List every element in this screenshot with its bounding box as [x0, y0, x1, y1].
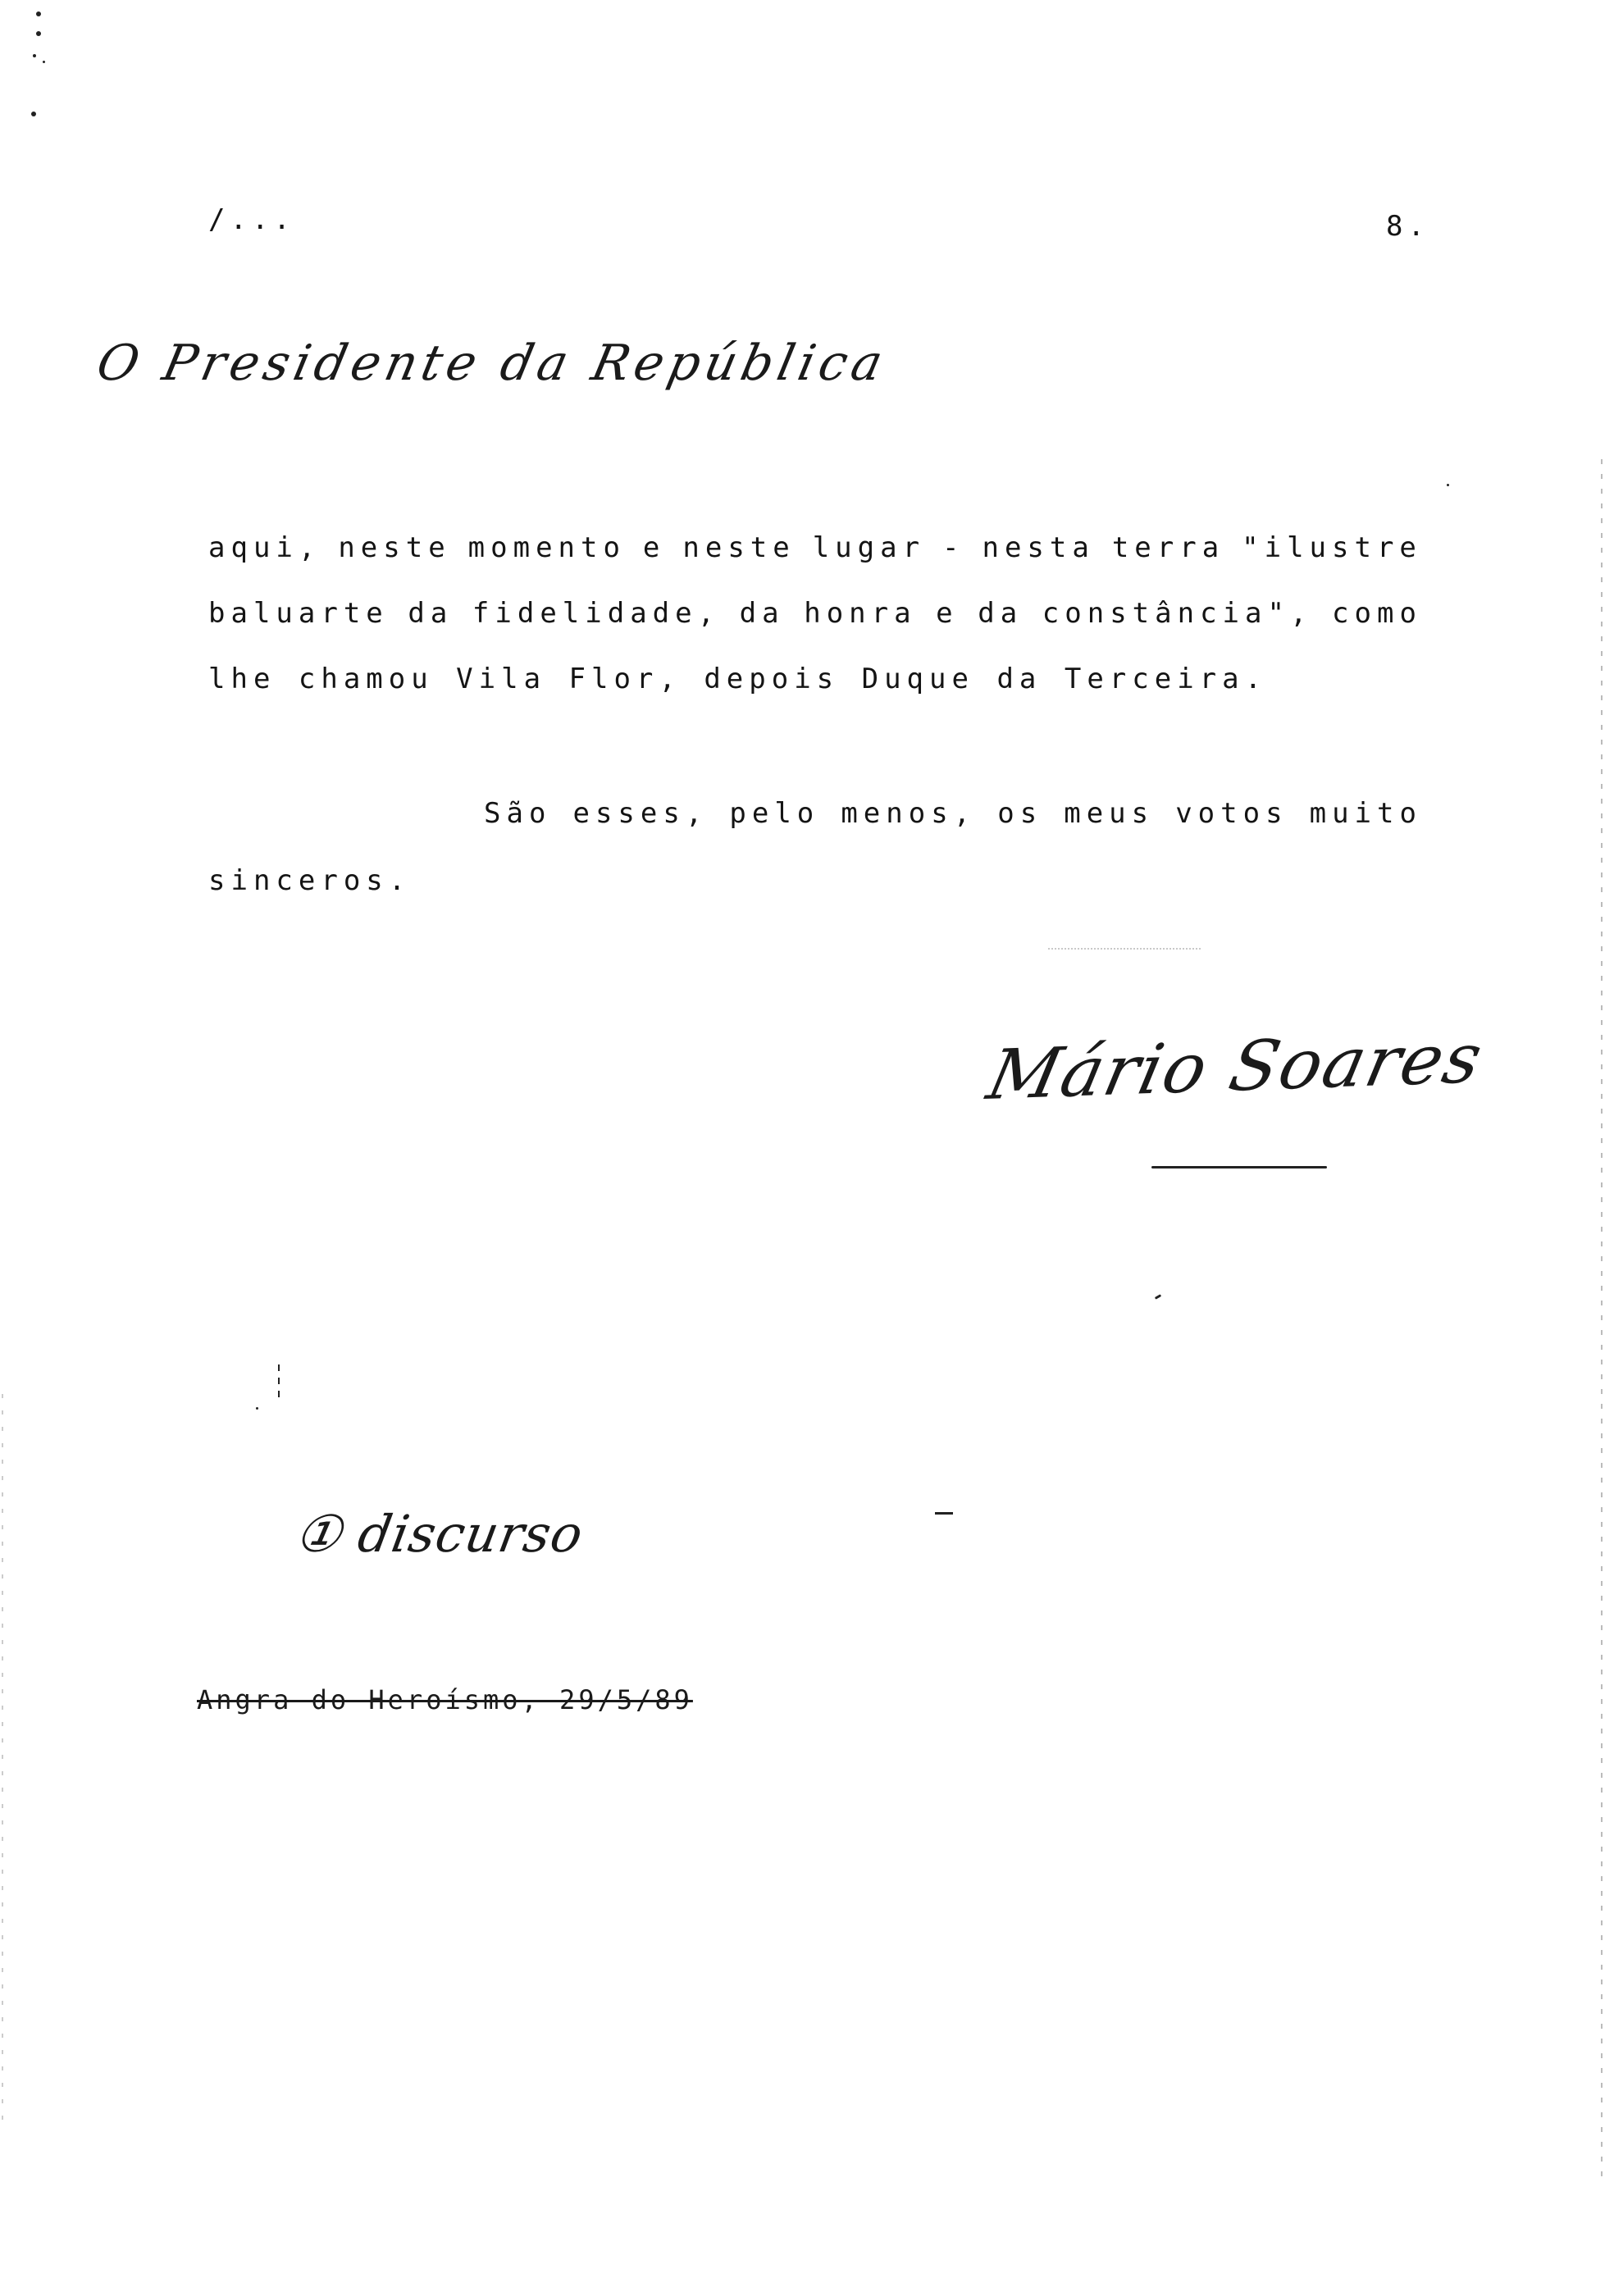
paragraph-2-line-2: sinceros.: [208, 864, 412, 897]
scan-speck: [256, 1407, 258, 1410]
scan-speck: [1447, 484, 1449, 486]
signature-underline: [1151, 1166, 1327, 1168]
scan-speck: [43, 61, 45, 63]
continuation-mark: /...: [208, 203, 295, 236]
small-mark: [278, 1364, 280, 1404]
page-number: 8.: [1386, 210, 1429, 243]
dash-mark: [935, 1512, 953, 1515]
scan-speck: [1155, 1294, 1161, 1300]
paragraph-1-line-2: baluarte da fidelidade, da honra e da constância", como: [208, 597, 1422, 630]
signature: Mário Soares: [981, 1018, 1491, 1115]
struck-place-date: Angra do Heroísmo, 29/5/89: [197, 1684, 693, 1715]
scan-speck: [36, 11, 41, 16]
scan-speck: [33, 54, 36, 57]
paragraph-1-line-3: lhe chamou Vila Flor, depois Duque da Terceira.: [208, 663, 1268, 695]
paragraph-1-line-1: aqui, neste momento e neste lugar - nesta terra "ilustre: [208, 531, 1422, 564]
handwritten-annotation: ① discurso: [290, 1504, 588, 1564]
scan-speck: [36, 31, 41, 36]
scan-edge-right: [1601, 459, 1603, 2181]
scan-speck: [31, 112, 36, 116]
scan-edge-left: [2, 1394, 3, 2132]
letterhead: O Presidente da República: [92, 335, 893, 392]
faint-dotted-mark: [1048, 948, 1201, 950]
paragraph-2-line-1: São esses, pelo menos, os meus votos muito: [484, 797, 1422, 830]
